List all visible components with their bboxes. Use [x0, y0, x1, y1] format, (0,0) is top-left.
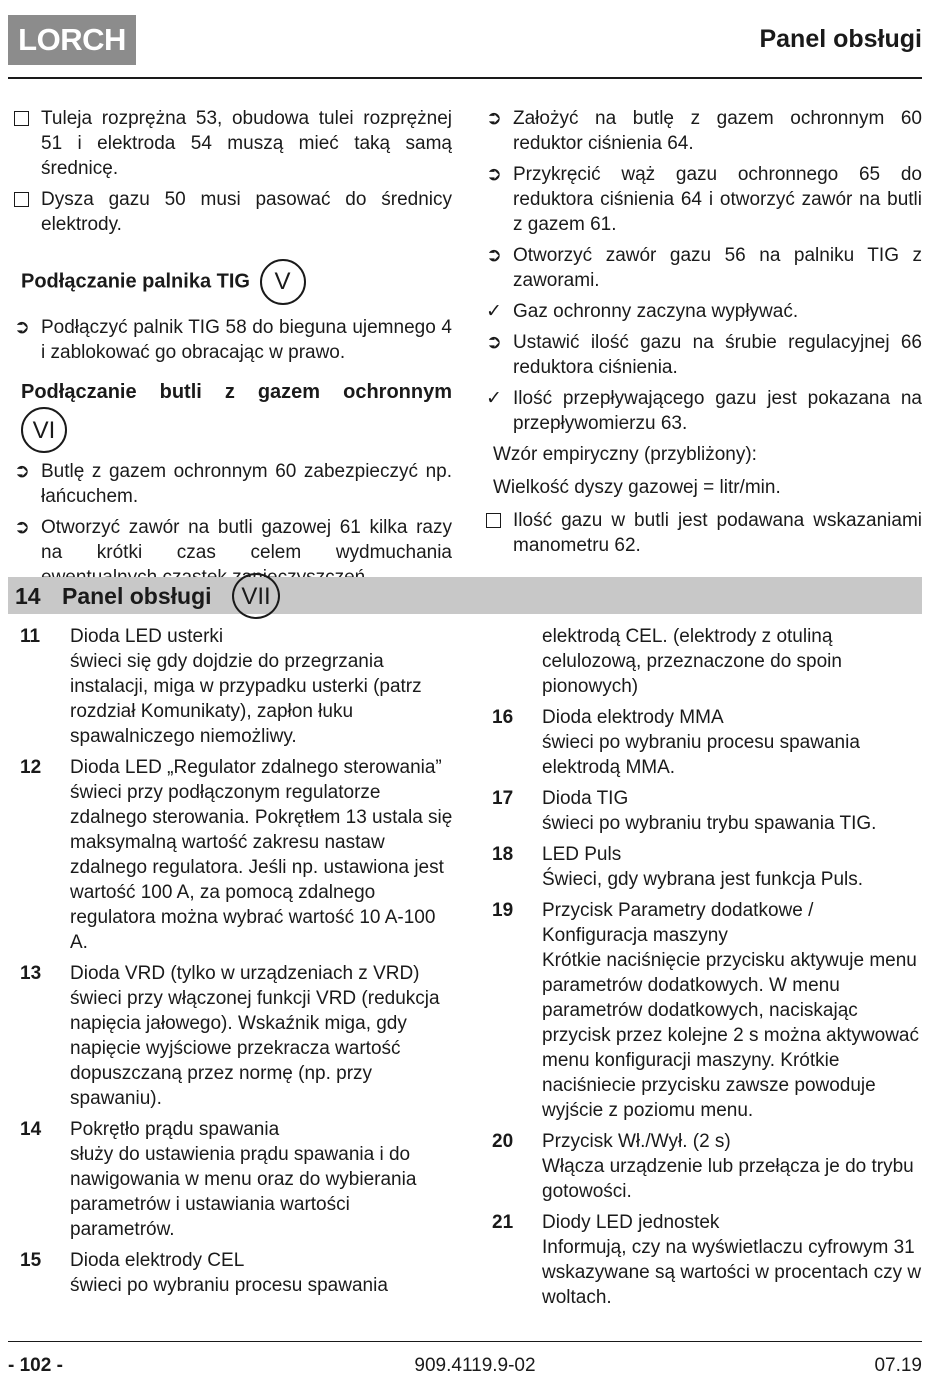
arrow-icon: ➲: [14, 517, 30, 538]
instruction-item: ➲ Butlę z gazem ochronnym 60 zabezpieczyć np. łańcuchem.: [14, 461, 452, 507]
lorch-logo: LORCH: [8, 15, 136, 65]
checkbox-item: Ilość gazu w butli jest podawana wskazaniami manometru 62.: [486, 508, 922, 558]
arrow-icon: ➲: [14, 317, 30, 338]
result-item: ✓ Ilość przepływającego gazu jest pokazana na przepływomierzu 63.: [486, 388, 922, 434]
page-number: - 102 -: [8, 1355, 63, 1376]
arrow-icon: ➲: [486, 245, 502, 266]
panel-item: 15 Dioda elektrody CEL świeci po wybraniu procesu spawania: [20, 1250, 388, 1296]
document-number: 909.4119.9-02: [414, 1355, 536, 1376]
document-date: 07.19: [874, 1355, 922, 1376]
panel-item: 18 LED Puls Świeci, gdy wybrana jest funkcja Puls.: [492, 844, 864, 890]
section-title: Panel obsługi: [62, 583, 212, 609]
panel-item: 11 Dioda LED usterki świeci się gdy dojdzie do przegrzania instalacji, miga w przypadku usterki (patrz rozdział Komunikaty), zapłon łuku spawalniczego niemożliwy.: [20, 626, 422, 747]
checkbox-item: Dysza gazu 50 musi pasować do średnicy elektrody.: [14, 187, 452, 237]
arrow-icon: ➲: [486, 108, 502, 129]
page-title: Panel obsługi: [759, 25, 922, 53]
checkbox-item: Tuleja rozprężna 53, obudowa tulei rozprężnej 51 i elektroda 54 muszą mieć taką samą średnicę.: [14, 106, 452, 181]
instruction-item: ➲ Ustawić ilość gazu na śrubie regulacyjnej 66 reduktora ciśnienia.: [486, 332, 922, 378]
figure-marker: VII: [232, 573, 280, 619]
checkmark-icon: ✓: [486, 301, 502, 322]
subheading-gas-cylinder: Podłączanie butli z gazem ochronnym: [21, 381, 452, 403]
section-heading: [8, 577, 922, 614]
instruction-item: ➲ Otworzyć zawór na butli gazowej 61 kilka razy na krótki czas celem wydmuchania: [14, 517, 452, 563]
panel-item: 16 Dioda elektrody MMA świeci po wybraniu procesu spawania elektrodą MMA.: [492, 707, 860, 778]
arrow-icon: ➲: [486, 164, 502, 185]
instruction-item: ➲ Przykręcić wąż gazu ochronnego 65 do reduktora ciśnienia 64 i otworzyć zawór na butli z gazem 61.: [486, 164, 922, 235]
figure-marker: V: [260, 259, 306, 305]
panel-right-column: [486, 624, 922, 1316]
checkbox-icon: [14, 192, 29, 207]
arrow-icon: ➲: [486, 332, 502, 353]
panel-item: 19 Przycisk Parametry dodatkowe / Konfiguracja maszyny Krótkie naciśnięcie przycisku aktywuje menu parametrów dodatkowych. W menu parametrów dodatkowych, naciskając przycisk przez kolejne 2 s można aktywować menu konfiguracji maszyny. Krótkie naciśniecie przycisku zawsze powoduje wyjście z poziomu menu.: [492, 900, 919, 1121]
panel-left-column: [14, 624, 454, 1304]
panel-item-continuation: elektrodą CEL. (elektrody z otuliną celulozową, przeznaczone do spoin pionowych): [542, 626, 842, 697]
panel-item: 20 Przycisk Wł./Wył. (2 s) Włącza urządzenie lub przełącza je do trybu gotowości.: [492, 1131, 914, 1202]
result-item: ✓ Gaz ochronny zaczyna wypływać.: [486, 301, 799, 322]
paragraph: Wielkość dyszy gazowej = litr/min.: [493, 477, 781, 498]
subheading-tig-torch: Podłączanie palnika TIG V: [21, 259, 452, 305]
checkmark-icon: ✓: [486, 388, 502, 409]
figure-marker: VI: [21, 407, 67, 453]
footer-divider: [8, 1341, 922, 1342]
panel-item: 13 Dioda VRD (tylko w urządzeniach z VRD) świeci przy włączonej funkcji VRD (redukcja napięcia jałowego). Wskaźnik miga, gdy napięcie wyjściowe przekracza wartość dopuszczaną przez normę (np. przy spawaniu).: [20, 963, 440, 1109]
paragraph: Wzór empiryczny (przybliżony):: [493, 444, 757, 465]
instruction-item: ➲ Otworzyć zawór gazu 56 na palniku TIG z zaworami.: [486, 245, 922, 291]
header-divider: [8, 77, 922, 79]
checkbox-icon: [14, 111, 29, 126]
arrow-icon: ➲: [14, 461, 30, 482]
panel-item: 14 Pokrętło prądu spawania służy do ustawienia prądu spawania i do nawigowania w menu oraz do wybierania parametrów i ustawiania wartości parametrów.: [20, 1119, 417, 1240]
instruction-item: ➲ Założyć na butlę z gazem ochronnym 60 reduktor ciśnienia 64.: [486, 108, 922, 154]
panel-item: 12 Dioda LED „Regulator zdalnego sterowania” świeci przy podłączonym regulatorze zdalnego sterowania. Pokrętłem 13 ustala się maksymalną wartość zakresu nastaw zdalnego regulatora. Jeśli np. ustawiona jest wartość 100 A, za pomocą zdalnego regulatora można wybrać wartość 10 A-100 A.: [20, 757, 453, 953]
panel-item: 17 Dioda TIG świeci po wybraniu trybu spawania TIG.: [492, 788, 877, 834]
left-column: [14, 106, 452, 596]
right-column: [486, 106, 922, 564]
panel-item: 21 Diody LED jednostek Informują, czy na wyświetlaczu cyfrowym 31 wskazywane są wartości w procentach czy w woltach.: [492, 1212, 922, 1308]
instruction-item: ➲ Podłączyć palnik TIG 58 do bieguna ujemnego 4 i zablokować go obracając w prawo.: [14, 317, 452, 363]
checkbox-icon: [486, 513, 501, 528]
section-number: 14: [15, 583, 41, 609]
